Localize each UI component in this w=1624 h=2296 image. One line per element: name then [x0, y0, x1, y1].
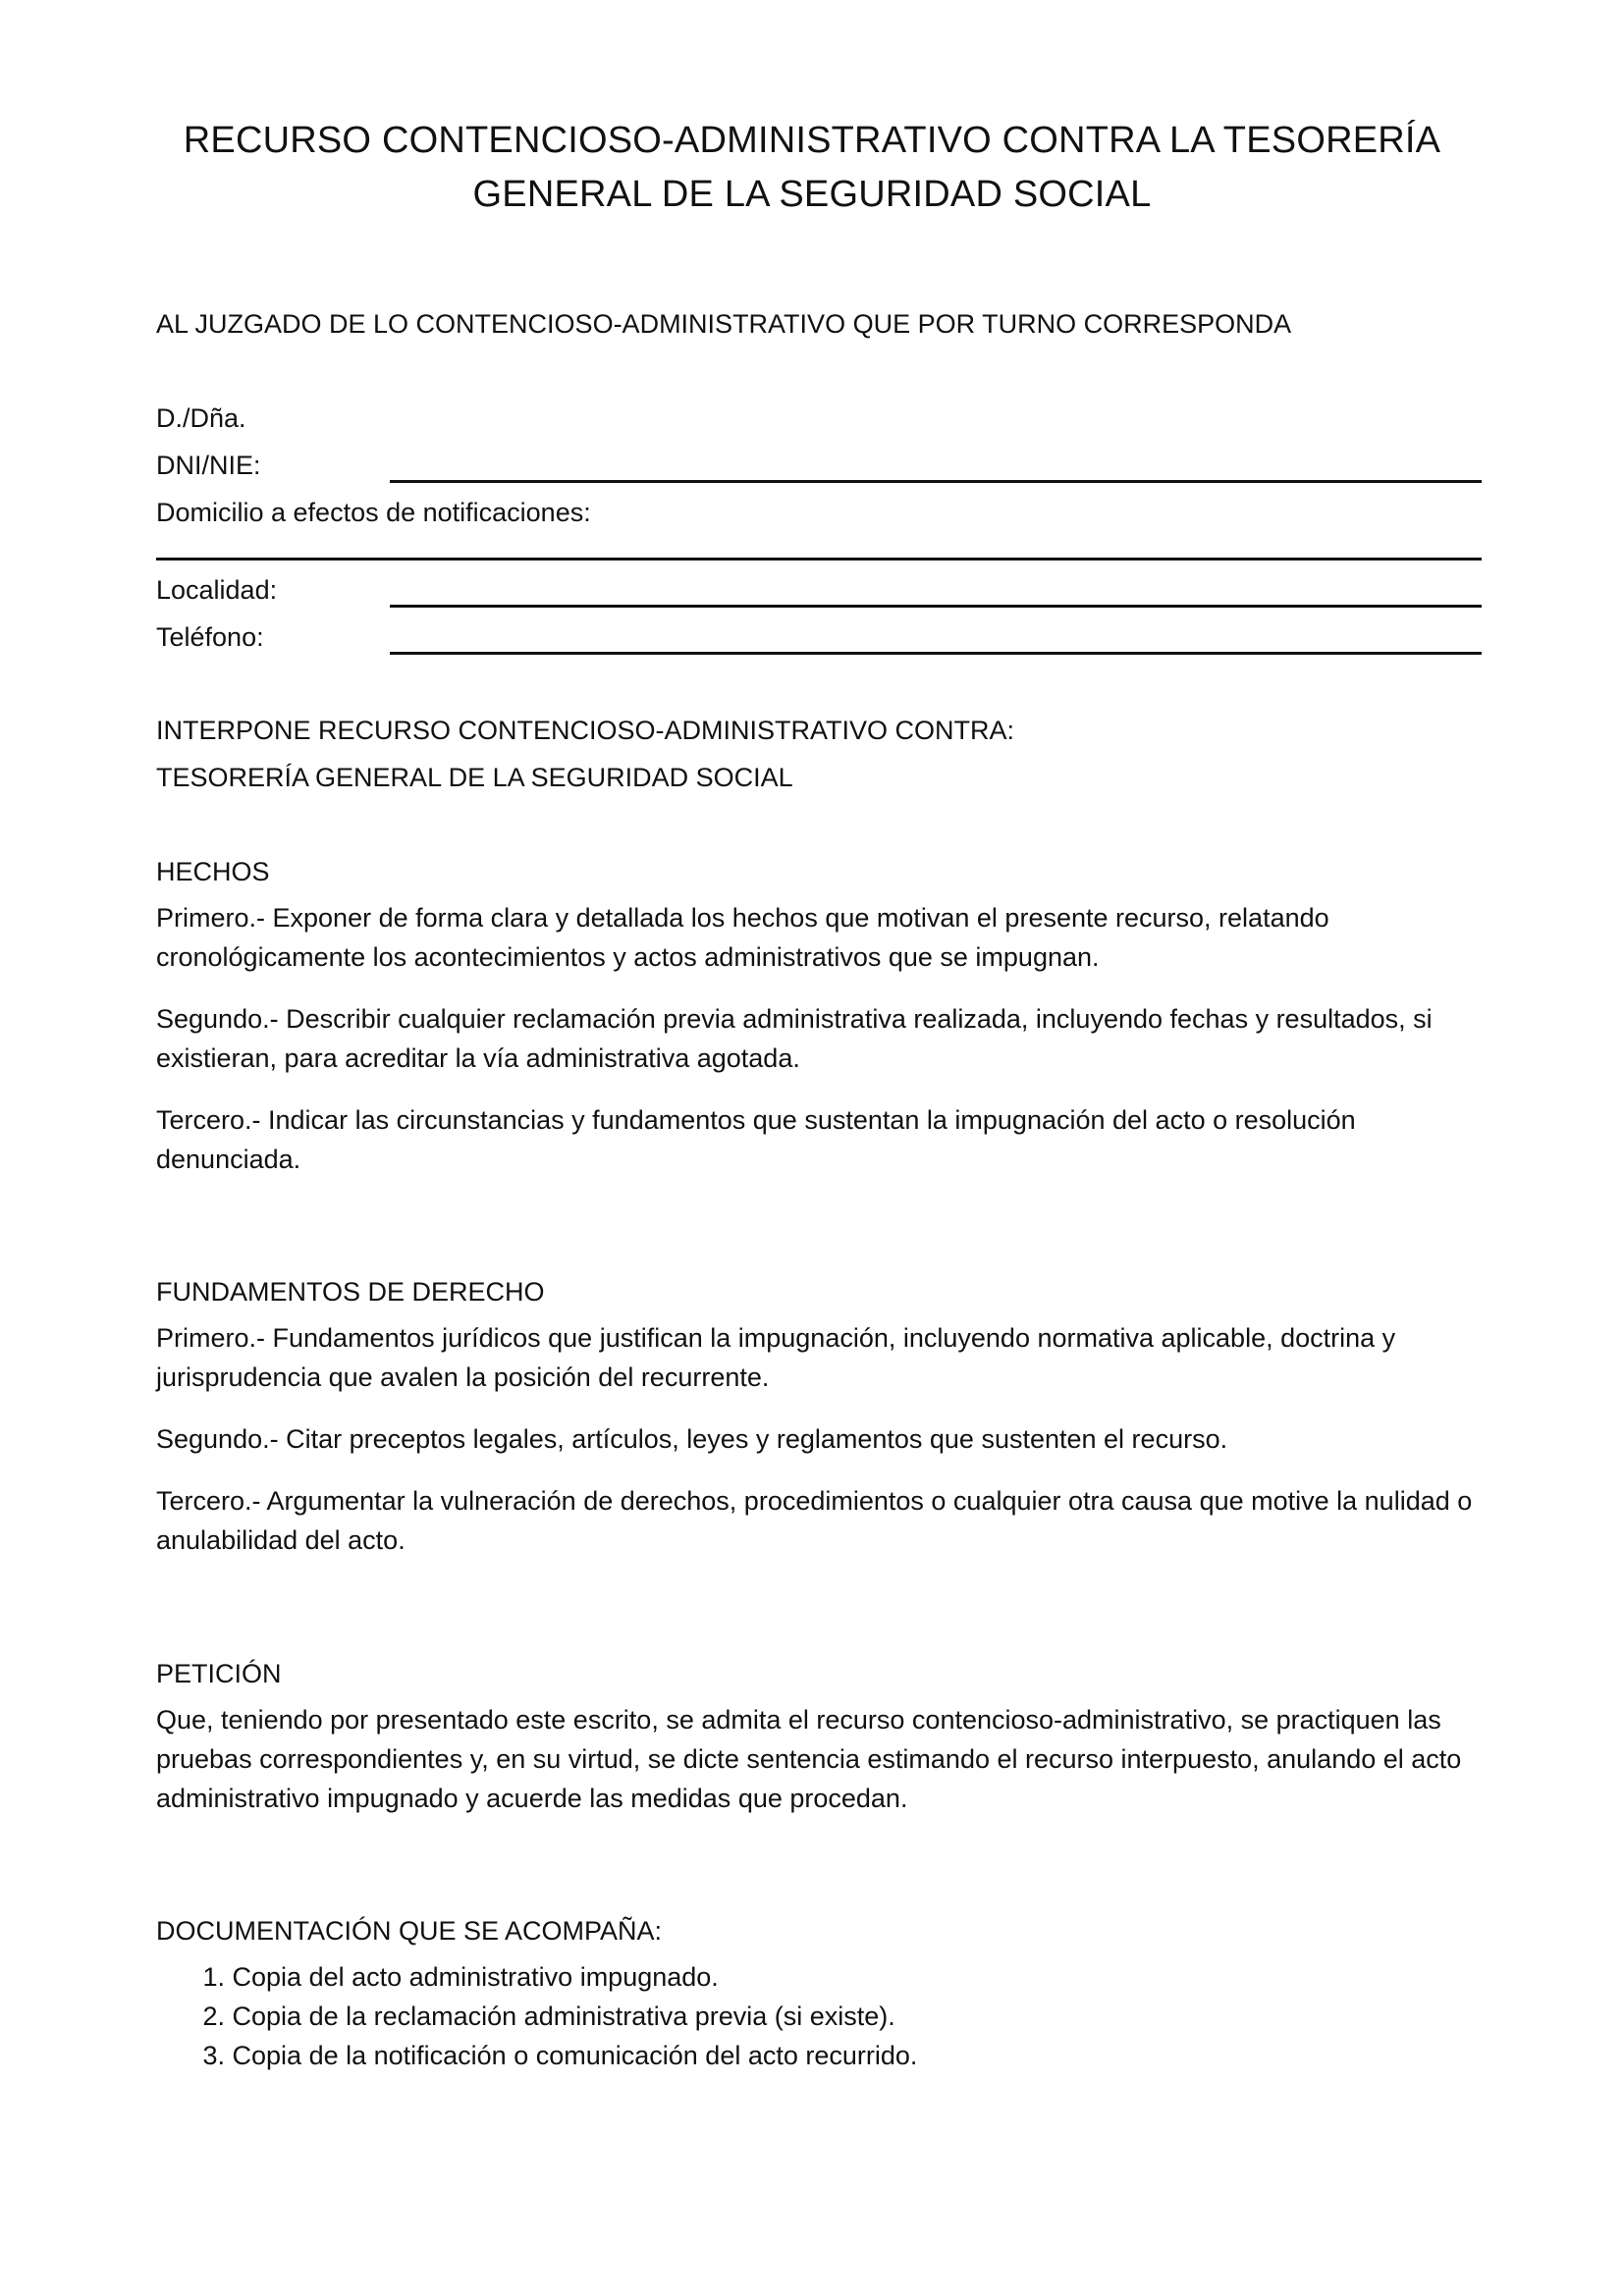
- list-item-number: 1.: [202, 1962, 225, 1992]
- list-item-text: Copia de la reclamación administrativa previa (si existe).: [232, 2002, 895, 2031]
- fundamentos-item-2: Segundo.- Citar preceptos legales, artículos, leyes y reglamentos que sustenten el recurso.: [156, 1424, 1228, 1454]
- locality-blank-line: [390, 605, 1482, 608]
- list-item-text: Copia de la notificación o comunicación del acto recurrido.: [232, 2041, 918, 2070]
- fundamentos-item-3: Tercero.- Argumentar la vulneración de derechos, procedimientos o cualquier otra causa que motive la nulidad o anulabilidad del acto.: [156, 1486, 1473, 1555]
- address-blank-line: [156, 558, 1482, 561]
- hechos-item-2: Segundo.- Describir cualquier reclamación previa administrativa realizada, incluyendo fechas y resultados, si existieran, para acreditar la vía administrativa agotada.: [156, 1004, 1433, 1073]
- peticion-heading: PETICIÓN: [156, 1659, 282, 1688]
- list-item: [156, 2036, 917, 2075]
- hechos-item-3: Tercero.- Indicar las circunstancias y fundamentos que sustentan la impugnación del acto o resolución denunciada.: [156, 1105, 1356, 1174]
- list-item: [156, 1997, 917, 2036]
- list-item-number: 3.: [202, 2041, 225, 2070]
- dni-label: DNI/NIE:: [156, 451, 261, 480]
- title-line-2: GENERAL DE LA SEGURIDAD SOCIAL: [472, 174, 1152, 215]
- fundamentos-item-1: Primero.- Fundamentos jurídicos que justifican la impugnación, incluyendo normativa aplicable, doctrina y jurisprudencia que avalen la posición del recurrente.: [156, 1323, 1396, 1392]
- title-line-1: RECURSO CONTENCIOSO-ADMINISTRATIVO CONTRA LA TESORERÍA: [183, 120, 1441, 161]
- locality-label: Localidad:: [156, 575, 278, 605]
- phone-blank-line: [390, 652, 1482, 655]
- interpone-line-2: TESORERÍA GENERAL DE LA SEGURIDAD SOCIAL: [156, 763, 793, 792]
- list-item-text: Copia del acto administrativo impugnado.: [232, 1962, 719, 1992]
- list-item-number: 2.: [202, 2002, 225, 2031]
- name-label: D./Dña.: [156, 403, 246, 433]
- dni-blank-line: [390, 480, 1482, 483]
- documentacion-list: [156, 1957, 917, 2075]
- hechos-heading: HECHOS: [156, 857, 270, 886]
- interpone-line-1: INTERPONE RECURSO CONTENCIOSO-ADMINISTRATIVO CONTRA:: [156, 716, 1015, 745]
- phone-label: Teléfono:: [156, 622, 264, 652]
- list-item: [156, 1957, 917, 1997]
- documentacion-heading: DOCUMENTACIÓN QUE SE ACOMPAÑA:: [156, 1916, 663, 1946]
- addressee: AL JUZGADO DE LO CONTENCIOSO-ADMINISTRATIVO QUE POR TURNO CORRESPONDA: [156, 309, 1292, 339]
- hechos-item-1: Primero.- Exponer de forma clara y detallada los hechos que motivan el presente recurso, relatando cronológicamente los acontecimientos y actos administrativos que se impugnan.: [156, 903, 1329, 972]
- fundamentos-heading: FUNDAMENTOS DE DERECHO: [156, 1277, 545, 1307]
- peticion-text: Que, teniendo por presentado este escrito, se admita el recurso contencioso-administrativo, se practiquen las pruebas correspondientes y, en su virtud, se dicte sentencia estimando el recurso interpuesto, anulando el acto administrativo impugnado y acuerde las medidas que procedan.: [156, 1705, 1462, 1813]
- address-label: Domicilio a efectos de notificaciones:: [156, 498, 591, 527]
- document-title: [137, 114, 1487, 222]
